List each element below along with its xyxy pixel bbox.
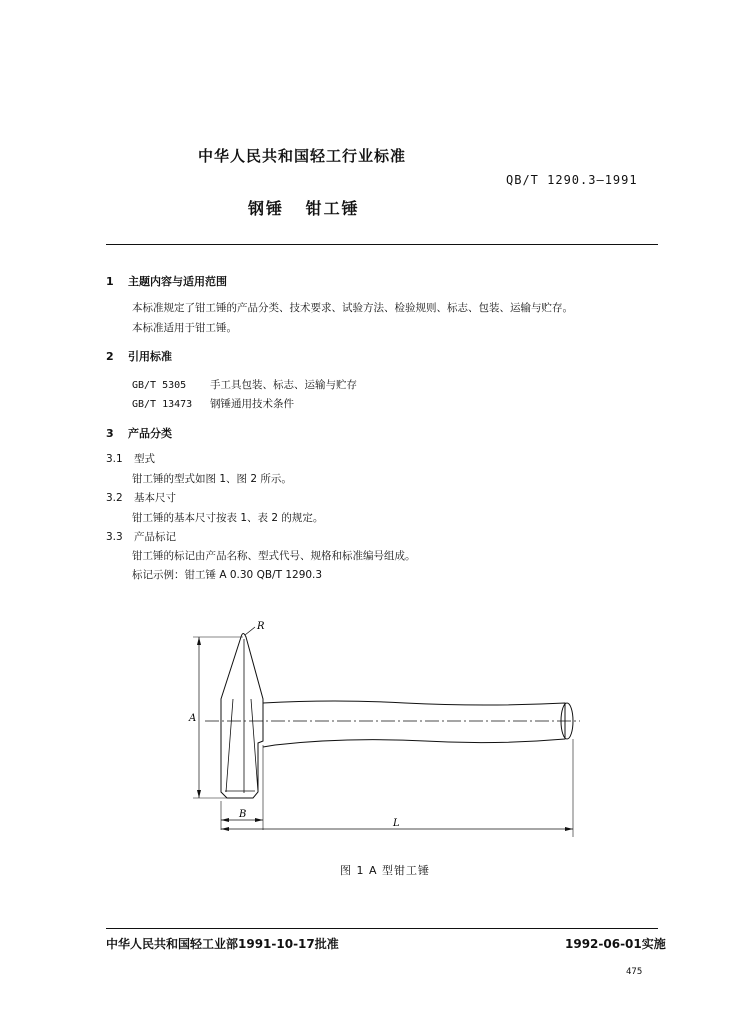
subsection-3-1-number: 3.1	[106, 453, 123, 465]
section-3-title: 产品分类	[128, 427, 172, 440]
subsection-3-1-title: 型式	[134, 453, 155, 465]
dimension-l-label: L	[393, 818, 400, 829]
subsection-3-3-heading	[106, 529, 176, 544]
subsection-3-1-text: 钳工锤的型式如图 1、图 2 所示。	[132, 473, 292, 485]
marking-example: 标记示例：钳工锤 A 0.30 QB/T 1290.3	[132, 569, 323, 581]
hammer-handle-outline	[263, 701, 565, 747]
header-divider	[106, 244, 658, 245]
section-2-title: 引用标准	[128, 350, 172, 363]
section-2-number: 2	[106, 350, 114, 363]
approval-statement: 中华人民共和国轻工业部1991-10-17批准	[106, 937, 339, 951]
document-title: 钢锤 钳工锤	[248, 199, 360, 218]
page-number: 475	[626, 967, 643, 977]
dimension-b-label: B	[239, 809, 247, 820]
dimension-a-label: A	[189, 713, 197, 724]
section-1-paragraph-2: 本标准适用于钳工锤。	[132, 322, 237, 334]
subsection-3-2-title: 基本尺寸	[134, 492, 176, 504]
section-2-heading	[106, 348, 172, 364]
section-3-heading	[106, 425, 172, 441]
reference-code: GB/T 5305	[132, 380, 187, 391]
subsection-3-2-number: 3.2	[106, 492, 123, 504]
section-3-number: 3	[106, 427, 114, 440]
subsection-3-3-text: 钳工锤的标记由产品名称、型式代号、规格和标准编号组成。	[132, 550, 416, 562]
hammer-drawing	[185, 615, 585, 855]
section-1-number: 1	[106, 275, 114, 288]
radius-leader	[245, 627, 255, 635]
radius-label: R	[257, 621, 265, 632]
effective-date: 1992-06-01实施	[565, 937, 666, 951]
section-1-heading	[106, 273, 227, 289]
subsection-3-3-number: 3.3	[106, 531, 123, 543]
issuing-body-title: 中华人民共和国轻工行业标准	[198, 147, 407, 165]
footer-divider	[106, 928, 658, 929]
standard-number: QB/T 1290.3—1991	[506, 173, 638, 187]
subsection-3-1-heading	[106, 451, 155, 466]
reference-item	[132, 377, 357, 392]
figure-caption: 图 1 A 型钳工锤	[340, 864, 431, 877]
reference-item	[132, 396, 294, 411]
subsection-3-3-title: 产品标记	[134, 531, 176, 543]
subsection-3-2-text: 钳工锤的基本尺寸按表 1、表 2 的规定。	[132, 512, 324, 524]
reference-title: 钢锤通用技术条件	[210, 398, 294, 410]
section-1-paragraph-1: 本标准规定了钳工锤的产品分类、技术要求、试验方法、检验规则、标志、包装、运输与贮存。	[132, 302, 573, 314]
reference-code: GB/T 13473	[132, 399, 193, 410]
reference-title: 手工具包装、标志、运输与贮存	[210, 379, 357, 391]
subsection-3-2-heading	[106, 490, 176, 505]
section-1-title: 主题内容与适用范围	[128, 275, 227, 288]
